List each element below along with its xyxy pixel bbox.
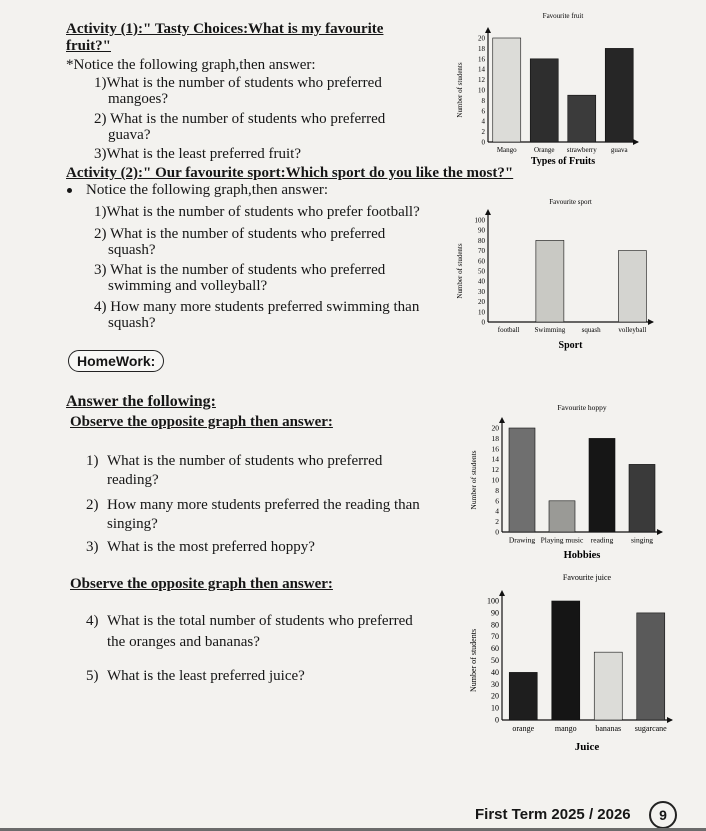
x-axis-arrow-icon	[648, 319, 654, 325]
y-tick-label: 14	[478, 65, 485, 74]
x-axis-arrow-icon	[633, 139, 639, 145]
y-tick-label: 40	[478, 277, 485, 286]
y-tick-label: 0	[481, 138, 485, 147]
x-tick-label: squash	[581, 326, 601, 334]
activity1-instruction: *Notice the following graph,then answer:	[66, 57, 316, 73]
bar	[536, 240, 564, 322]
y-tick-label: 0	[495, 715, 499, 725]
x-axis-label: Types of Fruits	[530, 156, 596, 166]
bar	[589, 438, 615, 532]
y-tick-label: 2	[481, 128, 485, 137]
activity2-q3-line1: 3) What is the number of students who preferred	[94, 262, 386, 278]
bar	[637, 613, 665, 720]
x-axis-arrow-icon	[667, 717, 673, 723]
activity1-q2-line2: guava?	[108, 127, 151, 143]
activity1-q3: 3)What is the least preferred fruit?	[94, 146, 301, 162]
y-tick-label: 0	[495, 527, 499, 537]
y-tick-label: 60	[478, 257, 485, 266]
bar	[493, 38, 521, 142]
y-tick-label: 8	[495, 485, 499, 495]
sport-bar-chart	[448, 192, 668, 352]
bar	[594, 652, 622, 720]
x-tick-label: sugarcane	[634, 724, 667, 733]
page-number: 9	[649, 801, 677, 829]
y-tick-label: 90	[478, 226, 485, 235]
y-axis-label: Number of students	[469, 628, 478, 693]
y-tick-label: 50	[478, 267, 485, 276]
y-tick-label: 16	[491, 444, 499, 454]
y-axis-arrow-icon	[485, 209, 491, 215]
homework-q1-number: 1)	[86, 453, 99, 469]
homework-q2-line1: How many more students preferred the reading than	[107, 497, 420, 513]
y-axis-arrow-icon	[485, 27, 491, 33]
y-tick-label: 30	[491, 679, 499, 689]
y-axis-label: Number of students	[469, 450, 478, 510]
x-tick-label: Orange	[533, 146, 555, 154]
x-axis-label: Hobbies	[563, 550, 601, 561]
activity2-q4-line1: 4) How many more students preferred swimming than	[94, 299, 420, 315]
bar	[509, 672, 537, 720]
x-tick-label: Mango	[496, 146, 517, 154]
x-axis-label: Sport	[558, 340, 583, 351]
homework-label: HomeWork:	[68, 350, 164, 372]
x-tick-label: football	[497, 326, 520, 334]
activity1-title-line1: Activity (1):" Tasty Choices:What is my favourite	[66, 21, 384, 37]
y-tick-label: 20	[491, 691, 499, 701]
homework-heading: Answer the following:	[66, 393, 216, 410]
y-tick-label: 60	[491, 644, 499, 654]
homework-q4-number: 4)	[86, 613, 99, 629]
y-axis-label: Number of students	[456, 243, 464, 299]
y-tick-label: 80	[478, 236, 485, 245]
homework-q5: What is the least preferred juice?	[107, 668, 305, 684]
y-tick-label: 6	[481, 107, 485, 116]
y-tick-label: 10	[478, 308, 485, 317]
x-tick-label: volleyball	[618, 326, 647, 334]
x-tick-label: Swimming	[534, 326, 566, 334]
activity2-title: Activity (2):" Our favourite sport:Which sport do you like the most?"	[66, 165, 514, 181]
x-tick-label: reading	[590, 535, 614, 545]
y-axis-label: Number of students	[456, 62, 464, 118]
chart-title: Favourite sport	[549, 198, 592, 206]
y-tick-label: 90	[491, 608, 499, 618]
y-tick-label: 10	[491, 475, 499, 485]
y-tick-label: 12	[478, 76, 485, 85]
activity1-title-line2: fruit?"	[66, 38, 111, 54]
y-tick-label: 40	[491, 667, 499, 677]
x-tick-label: singing	[630, 535, 654, 545]
homework-observe2: Observe the opposite graph then answer:	[70, 576, 333, 592]
activity2-q2-line1: 2) What is the number of students who preferred	[94, 226, 386, 242]
y-tick-label: 2	[495, 517, 499, 527]
y-tick-label: 6	[495, 496, 499, 506]
y-tick-label: 20	[478, 34, 485, 43]
x-tick-label: mango	[554, 724, 577, 733]
bar	[605, 48, 633, 142]
activity2-q3-line2: swimming and volleyball?	[108, 278, 268, 294]
homework-q4-line1: What is the total number of students who preferred	[107, 613, 413, 629]
bar	[568, 95, 596, 142]
y-tick-label: 10	[491, 703, 499, 713]
y-axis-arrow-icon	[499, 590, 505, 596]
y-tick-label: 12	[491, 465, 499, 475]
homework-q1-line2: reading?	[107, 472, 159, 488]
bar	[549, 501, 575, 532]
y-tick-label: 20	[491, 423, 499, 433]
bar	[530, 59, 558, 142]
activity2-q1: 1)What is the number of students who prefer football?	[94, 204, 420, 220]
footer-term: First Term 2025 / 2026	[475, 806, 631, 823]
bullet-point	[67, 188, 72, 193]
x-tick-label: orange	[512, 724, 535, 733]
bar	[552, 601, 580, 720]
y-tick-label: 4	[481, 117, 485, 126]
y-tick-label: 100	[474, 216, 485, 225]
bar	[618, 251, 646, 322]
x-axis-label: Juice	[574, 741, 600, 753]
y-tick-label: 50	[491, 656, 499, 665]
y-tick-label: 8	[481, 96, 485, 105]
x-tick-label: strawberry	[566, 146, 597, 154]
y-tick-label: 70	[478, 247, 485, 256]
bar	[509, 428, 535, 532]
homework-q3: What is the most preferred hoppy?	[107, 539, 315, 555]
fruit-bar-chart	[448, 6, 648, 166]
homework-q2-line2: singing?	[107, 516, 158, 532]
x-tick-label: guava	[610, 146, 628, 154]
y-tick-label: 4	[495, 506, 499, 516]
bar	[629, 464, 655, 532]
activity2-instruction: Notice the following graph,then answer:	[86, 182, 329, 198]
hobby-bar-chart	[456, 398, 676, 562]
y-tick-label: 30	[478, 287, 485, 296]
y-tick-label: 16	[478, 55, 485, 64]
y-tick-label: 18	[491, 433, 499, 443]
x-axis-arrow-icon	[657, 529, 663, 535]
y-tick-label: 10	[478, 86, 485, 95]
chart-title: Favourite fruit	[542, 12, 584, 20]
y-tick-label: 18	[478, 44, 485, 53]
activity1-q2-line1: 2) What is the number of students who preferred	[94, 111, 386, 127]
homework-observe1: Observe the opposite graph then answer:	[70, 414, 333, 430]
y-tick-label: 14	[491, 454, 499, 464]
chart-title: Favourite juice	[562, 573, 612, 582]
chart-title: Favourite hoppy	[557, 403, 607, 412]
activity2-q4-line2: squash?	[108, 315, 156, 331]
x-tick-label: Drawing	[508, 535, 536, 545]
homework-q3-number: 3)	[86, 539, 99, 555]
homework-q2-number: 2)	[86, 497, 99, 513]
y-tick-label: 70	[491, 632, 499, 642]
homework-q1-line1: What is the number of students who preferred	[107, 453, 383, 469]
x-tick-label: Playing music	[540, 535, 584, 545]
activity1-q1-line1: 1)What is the number of students who preferred	[94, 75, 382, 91]
homework-q4-line2: the oranges and bananas?	[107, 634, 260, 650]
juice-bar-chart	[456, 570, 688, 756]
x-tick-label: bananas	[595, 724, 622, 733]
activity1-q1-line2: mangoes?	[108, 91, 168, 107]
y-tick-label: 100	[487, 596, 499, 606]
y-tick-label: 20	[478, 298, 485, 307]
y-axis-arrow-icon	[499, 417, 505, 423]
homework-q5-number: 5)	[86, 668, 99, 684]
activity2-q2-line2: squash?	[108, 242, 156, 258]
y-tick-label: 0	[481, 318, 485, 327]
y-tick-label: 80	[491, 620, 499, 630]
